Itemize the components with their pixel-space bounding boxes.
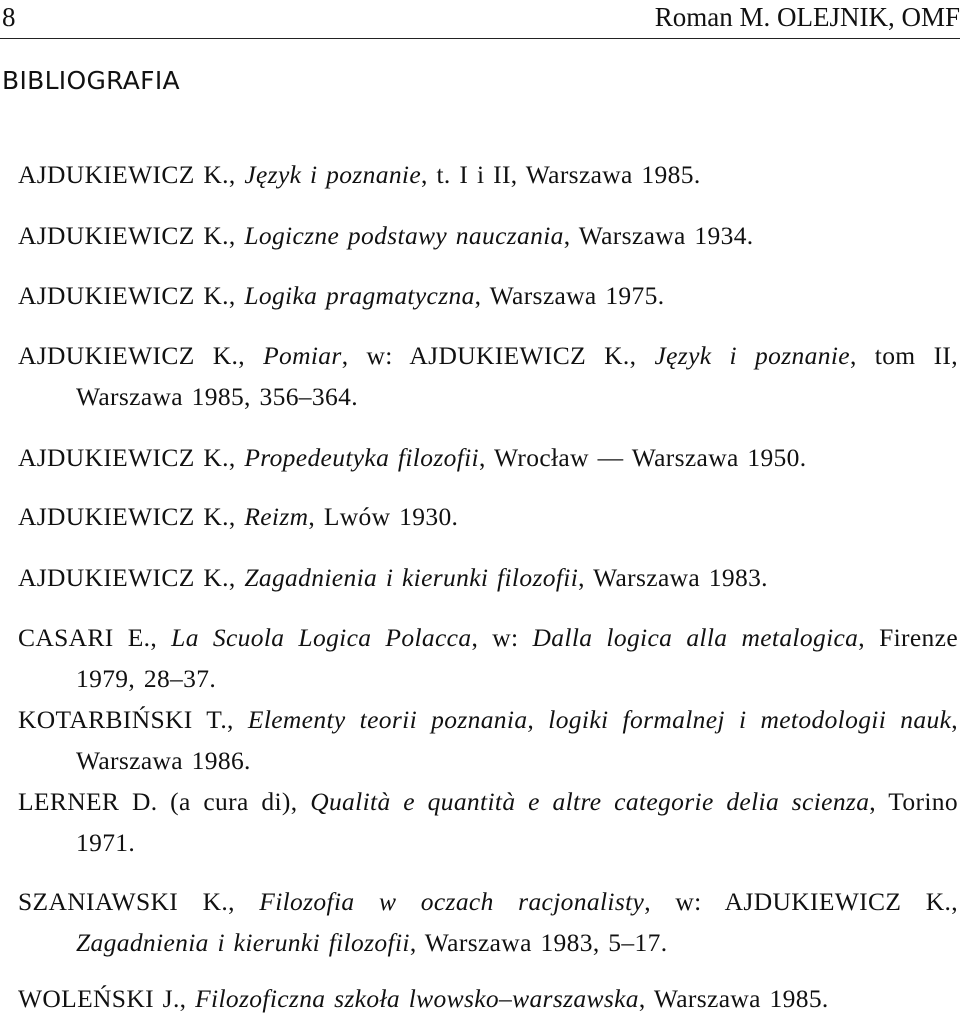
entry-title: La Scuola Logica Polacca <box>171 623 472 652</box>
entry-title: Logiczne podstawy nauczania <box>244 221 564 250</box>
bibliography-entry <box>18 699 958 781</box>
entry-details: , Warszawa 1934. <box>563 221 754 250</box>
entry-author: CASARI E., <box>18 623 158 652</box>
entry-link-text: , w: AJDUKIEWICZ K., <box>341 341 655 370</box>
bibliography-entry <box>18 335 958 417</box>
entry-author: WOLEŃSKI J., <box>18 984 187 1013</box>
bibliography-entry <box>18 881 958 963</box>
entry-details: , Torino 1971. <box>76 787 958 857</box>
bibliography-entry <box>18 215 958 256</box>
entry-details: , Warszawa 1983, 5–17. <box>409 928 668 957</box>
bibliography-entry <box>18 557 958 598</box>
entry-details: , Lwów 1930. <box>308 502 459 531</box>
bibliography-entry <box>18 275 958 316</box>
entry-details: , Warszawa 1975. <box>474 281 665 310</box>
entry-title: Język i poznanie <box>244 160 422 189</box>
entry-title: Pomiar <box>263 341 342 370</box>
entry-details: , Warszawa 1983. <box>578 563 768 592</box>
entry-container-title: Język i poznanie <box>654 341 850 370</box>
entry-author: SZANIAWSKI K., <box>18 887 235 916</box>
entry-author: AJDUKIEWICZ K., <box>18 160 236 189</box>
entry-author: AJDUKIEWICZ K., <box>18 221 236 250</box>
entry-author: AJDUKIEWICZ K., <box>18 341 245 370</box>
entry-author: LERNER D. (a cura di), <box>18 787 298 816</box>
entry-details: , Warszawa 1985. <box>638 984 829 1013</box>
entry-container-title: Zagadnienia i kierunki filozofii <box>76 928 410 957</box>
entry-container-title: Dalla logica alla metalogica <box>532 623 859 652</box>
entry-title: Propedeutyka filozofii <box>244 443 479 472</box>
entry-details: , Wrocław — Warszawa 1950. <box>479 443 807 472</box>
entry-title: Filozoficzna szkoła lwowsko–warszawska <box>195 984 639 1013</box>
entry-author: AJDUKIEWICZ K., <box>18 443 236 472</box>
bibliography-entry <box>18 978 958 1019</box>
entry-details: , t. I i II, Warszawa 1985. <box>421 160 701 189</box>
entry-author: AJDUKIEWICZ K., <box>18 563 236 592</box>
entry-title: Logika pragmatyczna <box>244 281 475 310</box>
entry-details: , Warszawa 1986. <box>76 705 958 775</box>
entry-title: Filozofia w oczach racjonalisty <box>259 887 645 916</box>
section-title: BIBLIOGRAFIA <box>2 66 180 95</box>
bibliography-entry <box>18 496 958 537</box>
page-number: 8 <box>2 2 16 32</box>
entry-title: Elementy teorii poznania, logiki formalnej i metodologii nauk <box>247 705 952 734</box>
entry-link-text: , w: AJDUKIEWICZ K., <box>644 887 958 916</box>
entry-details: , tom II, Warszawa 1985, 356–364. <box>76 341 958 411</box>
entry-title: Zagadnienia i kierunki filozofii <box>244 563 579 592</box>
entry-author: AJDUKIEWICZ K., <box>18 281 236 310</box>
entry-author: AJDUKIEWICZ K., <box>18 502 236 531</box>
entry-title: Reizm <box>244 502 309 531</box>
bibliography-entry <box>18 154 958 195</box>
bibliography-entry <box>18 617 958 699</box>
bibliography-entry <box>18 781 958 863</box>
page-header <box>0 0 960 39</box>
entry-author: KOTARBIŃSKI T., <box>18 705 234 734</box>
bibliography-entry <box>18 437 958 478</box>
entry-details: , Firenze 1979, 28–37. <box>76 623 958 693</box>
running-head: Roman M. OLEJNIK, OMF <box>654 2 960 32</box>
entry-title: Qualità e quantità e altre categorie delia scienza <box>310 787 870 816</box>
entry-link-text: , w: <box>471 623 533 652</box>
